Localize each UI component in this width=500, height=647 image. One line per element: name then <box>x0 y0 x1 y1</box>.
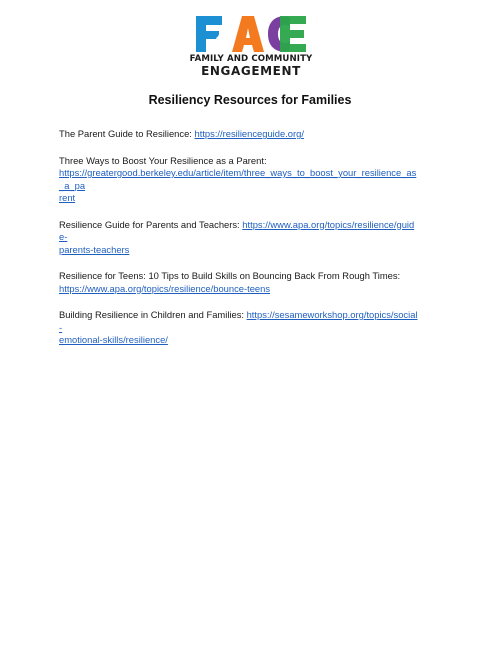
resource-label: The Parent Guide to Resilience: <box>59 128 195 139</box>
face-logo <box>186 14 316 76</box>
resource-label: Building Resilience in Children and Families: <box>59 309 247 320</box>
logo-line2-text: ENGAGEMENT <box>201 64 301 78</box>
resource-list <box>59 128 419 361</box>
resource-entry-children-families <box>59 309 419 347</box>
face-logo-mark <box>192 14 308 54</box>
resource-label: Resilience Guide for Parents and Teachers: <box>59 218 243 230</box>
resource-entry-three-ways <box>59 155 419 205</box>
resource-link[interactable]: https://resilienceguide.org/ <box>194 128 304 139</box>
resource-link[interactable]: https://greatergood.berkeley.edu/article/item/three_ways_to_boost_your_resilience_as_a_pa <box>59 167 417 191</box>
resource-link[interactable]: https://www.apa.org/topics/resilience/bounce-teens <box>59 282 271 294</box>
resource-entry-parent-guide <box>59 128 419 141</box>
resource-entry-guide-parents-teachers <box>59 219 419 257</box>
resource-link-continued[interactable]: parents-teachers <box>59 243 130 255</box>
resource-link-continued[interactable]: emotional-skills/resilience/ <box>59 334 168 345</box>
resource-link[interactable]: https://www.apa.org/topics/resilience/guide- <box>59 218 415 242</box>
resource-label: Resilience for Teens: 10 Tips to Build Skills on Bouncing Back From Rough Times: <box>59 270 401 281</box>
resource-label: Three Ways to Boost Your Resilience as a Parent: <box>59 154 267 166</box>
resource-entry-teens <box>59 270 419 295</box>
resource-link-continued[interactable]: rent <box>59 192 76 203</box>
resource-link[interactable]: https://sesameworkshop.org/topics/social- <box>59 309 418 333</box>
page-title: Resiliency Resources for Families <box>148 93 352 107</box>
logo-line1-text: FAMILY AND COMMUNITY <box>189 54 313 64</box>
